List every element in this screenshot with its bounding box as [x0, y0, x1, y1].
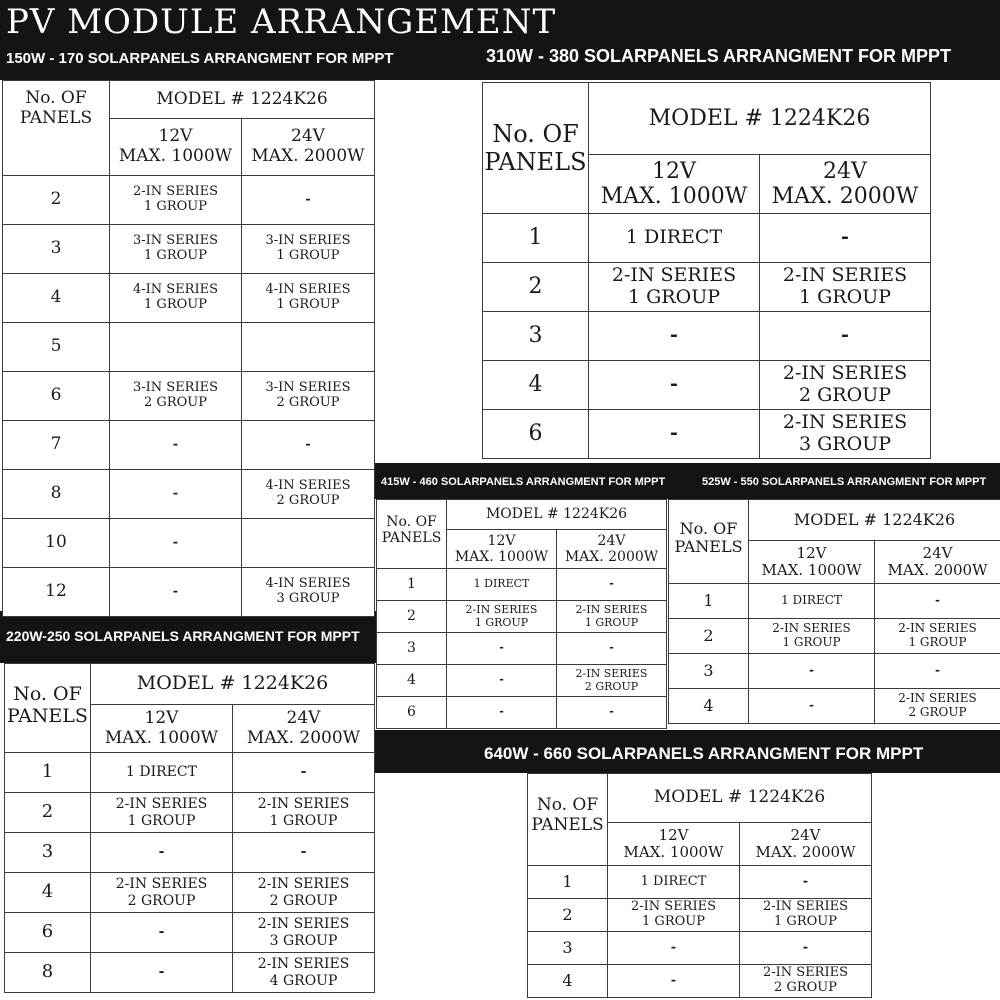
table-row	[528, 965, 872, 998]
section-title-525w: 525W - 550 SOLARPANELS ARRANGMENT FOR MPPT	[702, 476, 987, 488]
table-row	[377, 697, 667, 729]
header-model: MODEL # 1224K26	[91, 664, 375, 705]
value-24v	[242, 519, 375, 568]
value-12v: -	[110, 421, 242, 470]
table-row	[3, 323, 375, 372]
value-12v: 2-IN SERIES 1 GROUP	[91, 793, 233, 833]
header-12v: 12V MAX. 1000W	[608, 823, 740, 866]
panel-count: 6	[483, 410, 589, 459]
panel-count: 12	[3, 568, 110, 617]
panel-count: 1	[377, 569, 447, 601]
panel-count: 8	[5, 953, 91, 993]
header-panels: No. OF PANELS	[377, 500, 447, 569]
value-24v: -	[233, 833, 375, 873]
value-12v: 3-IN SERIES 2 GROUP	[110, 372, 242, 421]
table-row	[483, 410, 931, 459]
arrangement-table-310w	[482, 82, 931, 459]
value-12v: -	[91, 913, 233, 953]
header-12v: 12V MAX. 1000W	[91, 705, 233, 753]
value-24v: -	[557, 633, 667, 665]
panel-count: 4	[5, 873, 91, 913]
panel-count: 1	[669, 584, 749, 619]
table-row	[5, 833, 375, 873]
value-24v: 3-IN SERIES 1 GROUP	[242, 225, 375, 274]
value-24v: -	[557, 697, 667, 729]
value-24v	[242, 323, 375, 372]
value-24v: 2-IN SERIES 2 GROUP	[740, 965, 872, 998]
value-12v: 1 DIRECT	[589, 214, 760, 263]
section-title-310w: 310W - 380 SOLARPANELS ARRANGMENT FOR MPPT	[486, 46, 952, 66]
table-row	[5, 873, 375, 913]
section-title-150w: 150W - 170 SOLARPANELS ARRANGMENT FOR MPPT	[6, 50, 394, 67]
panel-count: 5	[3, 323, 110, 372]
value-12v: 1 DIRECT	[91, 753, 233, 793]
panel-count: 3	[669, 654, 749, 689]
value-12v: 2-IN SERIES 1 GROUP	[447, 601, 557, 633]
value-24v: -	[875, 654, 1000, 689]
value-24v: 4-IN SERIES 3 GROUP	[242, 568, 375, 617]
header-24v: 24V MAX. 2000W	[740, 823, 872, 866]
value-12v: -	[91, 953, 233, 993]
value-12v: -	[589, 312, 760, 361]
value-24v: 2-IN SERIES 1 GROUP	[875, 619, 1000, 654]
value-24v: 2-IN SERIES 2 GROUP	[875, 689, 1000, 724]
table-row	[377, 633, 667, 665]
header-12v: 12V MAX. 1000W	[447, 530, 557, 569]
table-row	[669, 584, 1000, 619]
panel-count: 3	[5, 833, 91, 873]
section-title-415w: 415W - 460 SOLARPANELS ARRANGMENT FOR MPPT	[381, 476, 666, 488]
panel-count: 7	[3, 421, 110, 470]
arrangement-table-525w	[668, 499, 1000, 724]
panel-count: 2	[669, 619, 749, 654]
panel-count: 1	[483, 214, 589, 263]
value-24v: 2-IN SERIES 2 GROUP	[557, 665, 667, 697]
table-row	[3, 274, 375, 323]
table-row	[3, 568, 375, 617]
value-12v: 2-IN SERIES 1 GROUP	[749, 619, 875, 654]
panel-count: 3	[528, 932, 608, 965]
table-row	[3, 519, 375, 568]
value-12v: 4-IN SERIES 1 GROUP	[110, 274, 242, 323]
panel-count: 10	[3, 519, 110, 568]
table-row	[528, 899, 872, 932]
value-24v: -	[740, 866, 872, 899]
value-12v: -	[447, 633, 557, 665]
table-row	[669, 619, 1000, 654]
value-24v: 2-IN SERIES 3 GROUP	[760, 410, 931, 459]
value-24v: -	[760, 214, 931, 263]
table-row	[669, 689, 1000, 724]
table-row	[669, 654, 1000, 689]
arrangement-table-640w	[527, 773, 872, 998]
panel-count: 6	[3, 372, 110, 421]
header-24v: 24V MAX. 2000W	[875, 541, 1000, 584]
panel-count: 2	[483, 263, 589, 312]
table-row	[5, 793, 375, 833]
value-24v: 2-IN SERIES 1 GROUP	[760, 263, 931, 312]
section-title-220w: 220W-250 SOLARPANELS ARRANGMENT FOR MPPT	[6, 628, 360, 644]
header-panels: No. OF PANELS	[483, 83, 589, 214]
arrangement-table-150w	[2, 80, 375, 617]
panel-count: 2	[3, 176, 110, 225]
table-row	[3, 225, 375, 274]
value-24v: 2-IN SERIES 3 GROUP	[233, 913, 375, 953]
header-panels: No. OF PANELS	[5, 664, 91, 753]
value-12v: -	[749, 654, 875, 689]
value-12v: 2-IN SERIES 1 GROUP	[589, 263, 760, 312]
value-12v: -	[110, 470, 242, 519]
panel-count: 3	[377, 633, 447, 665]
panel-count: 4	[483, 361, 589, 410]
value-12v: -	[589, 361, 760, 410]
panel-count: 6	[5, 913, 91, 953]
table-row	[3, 372, 375, 421]
header-12v: 12V MAX. 1000W	[110, 119, 242, 176]
table-row	[483, 312, 931, 361]
value-12v: 1 DIRECT	[447, 569, 557, 601]
table-row	[377, 601, 667, 633]
value-12v: 1 DIRECT	[608, 866, 740, 899]
value-24v: 2-IN SERIES 2 GROUP	[233, 873, 375, 913]
value-12v: -	[608, 932, 740, 965]
value-12v: 2-IN SERIES 2 GROUP	[91, 873, 233, 913]
header-24v: 24V MAX. 2000W	[557, 530, 667, 569]
table-row	[3, 176, 375, 225]
value-24v: 4-IN SERIES 2 GROUP	[242, 470, 375, 519]
value-24v: -	[740, 932, 872, 965]
value-24v: 2-IN SERIES 1 GROUP	[740, 899, 872, 932]
page-title: PV MODULE ARRANGEMENT	[6, 2, 557, 42]
panel-count: 6	[377, 697, 447, 729]
panel-count: 8	[3, 470, 110, 519]
table-row	[528, 932, 872, 965]
table-row	[483, 361, 931, 410]
value-24v: -	[557, 569, 667, 601]
header-panels: No. OF PANELS	[528, 774, 608, 866]
table-row	[377, 569, 667, 601]
section-title-640w: 640W - 660 SOLARPANELS ARRANGMENT FOR MPPT	[484, 744, 924, 763]
table-row	[377, 665, 667, 697]
table-row	[3, 470, 375, 519]
header-24v: 24V MAX. 2000W	[242, 119, 375, 176]
value-24v: 3-IN SERIES 2 GROUP	[242, 372, 375, 421]
header-model: MODEL # 1224K26	[749, 500, 1000, 541]
header-panels: No. OF PANELS	[669, 500, 749, 584]
panel-count: 2	[5, 793, 91, 833]
panel-count: 2	[528, 899, 608, 932]
panel-count: 4	[528, 965, 608, 998]
value-24v: -	[233, 753, 375, 793]
panel-count: 3	[483, 312, 589, 361]
table-row	[3, 421, 375, 470]
table-row	[528, 866, 872, 899]
header-model: MODEL # 1224K26	[110, 81, 375, 119]
table-row	[5, 753, 375, 793]
value-12v: -	[589, 410, 760, 459]
header-12v: 12V MAX. 1000W	[749, 541, 875, 584]
panel-count: 3	[3, 225, 110, 274]
value-24v: 2-IN SERIES 1 GROUP	[233, 793, 375, 833]
header-model: MODEL # 1224K26	[447, 500, 667, 530]
panel-count: 4	[377, 665, 447, 697]
panel-count: 1	[5, 753, 91, 793]
value-12v	[110, 323, 242, 372]
table-row	[483, 214, 931, 263]
value-24v: 2-IN SERIES 1 GROUP	[557, 601, 667, 633]
arrangement-table-220w	[4, 663, 375, 993]
value-12v: 3-IN SERIES 1 GROUP	[110, 225, 242, 274]
arrangement-table-415w	[376, 499, 667, 729]
value-24v: 2-IN SERIES 4 GROUP	[233, 953, 375, 993]
table-row	[483, 263, 931, 312]
value-12v: 2-IN SERIES 1 GROUP	[110, 176, 242, 225]
table-row	[5, 953, 375, 993]
value-24v: -	[242, 176, 375, 225]
header-12v: 12V MAX. 1000W	[589, 155, 760, 214]
value-24v: 4-IN SERIES 1 GROUP	[242, 274, 375, 323]
panel-count: 2	[377, 601, 447, 633]
header-24v: 24V MAX. 2000W	[233, 705, 375, 753]
value-12v: 1 DIRECT	[749, 584, 875, 619]
value-24v: -	[760, 312, 931, 361]
value-24v: 2-IN SERIES 2 GROUP	[760, 361, 931, 410]
value-12v: -	[749, 689, 875, 724]
value-12v: -	[447, 665, 557, 697]
table-row	[5, 913, 375, 953]
value-12v: 2-IN SERIES 1 GROUP	[608, 899, 740, 932]
value-12v: -	[110, 568, 242, 617]
value-12v: -	[608, 965, 740, 998]
panel-count: 4	[3, 274, 110, 323]
header-panels: No. OF PANELS	[3, 81, 110, 176]
value-24v: -	[242, 421, 375, 470]
value-12v: -	[447, 697, 557, 729]
header-model: MODEL # 1224K26	[608, 774, 872, 823]
panel-count: 4	[669, 689, 749, 724]
header-model: MODEL # 1224K26	[589, 83, 931, 155]
value-12v: -	[91, 833, 233, 873]
header-24v: 24V MAX. 2000W	[760, 155, 931, 214]
panel-count: 1	[528, 866, 608, 899]
value-12v: -	[110, 519, 242, 568]
value-24v: -	[875, 584, 1000, 619]
